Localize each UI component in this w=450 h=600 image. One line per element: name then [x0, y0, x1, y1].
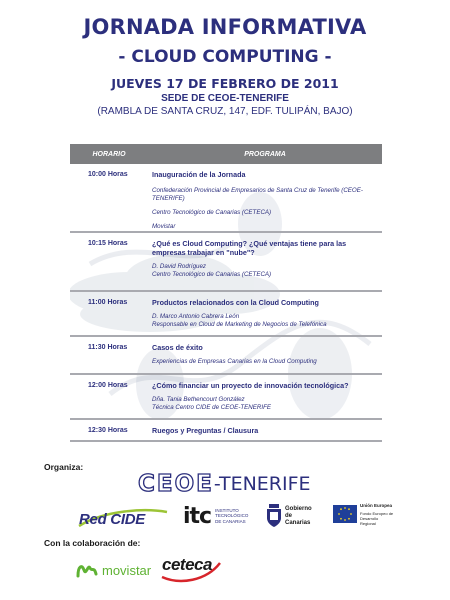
row-title: Inauguración de la Jornada	[152, 170, 246, 179]
itc-caption: INSTITUTO TECNOLÓGICO DE CANARIAS	[215, 507, 249, 524]
event-date: JUEVES 17 DE FEBRERO DE 2011	[111, 76, 339, 91]
eu-flag-icon	[333, 505, 357, 523]
row-title: Casos de éxito	[152, 343, 203, 352]
column-header-program: PROGRAMA	[244, 150, 286, 158]
row-detail: Centro Tecnológico de Canarias (CETECA)	[152, 209, 272, 216]
gobierno-shield-icon	[266, 504, 282, 528]
column-header-time: HORARIO	[92, 150, 126, 158]
row-title: Productos relacionados con la Cloud Computing	[152, 298, 319, 307]
ceoe-logo-suffix: -TENERIFE	[213, 473, 311, 495]
table-row	[70, 337, 382, 375]
row-detail: Movistar	[152, 223, 176, 230]
movistar-wordmark: movistar	[102, 562, 152, 578]
row-detail: D. David Rodríguez	[152, 263, 206, 270]
agenda-table	[70, 144, 382, 442]
table-row	[70, 420, 382, 442]
event-title: JORNADA INFORMATIVA	[83, 15, 367, 39]
row-time: 11:00 Horas	[88, 299, 128, 306]
gobierno-wordmark: Gobierno de Canarias	[285, 505, 312, 526]
row-program	[148, 426, 382, 440]
row-time: 11:30 Horas	[88, 344, 128, 351]
row-program	[148, 170, 382, 231]
agenda-header-row	[70, 144, 382, 164]
itc-wordmark: itc	[183, 503, 212, 529]
table-row	[70, 164, 382, 233]
event-address: (RAMBLA DE SANTA CRUZ, 147, EDF. TULIPÁN, BAJO)	[97, 106, 353, 117]
event-subtitle: - CLOUD COMPUTING -	[118, 47, 332, 67]
row-detail: Técnica Centro CIDE de CEOE-TENERIFE	[152, 404, 271, 411]
eu-caption: Fondo Europeo de Desarrollo Regional	[360, 511, 394, 526]
ceteca-wordmark: ceteca	[162, 555, 212, 574]
row-program	[148, 381, 382, 418]
row-detail: Dña. Tania Bethencourt González	[152, 396, 245, 403]
row-title: ¿Qué es Cloud Computing? ¿Qué ventajas tiene para las empresas trabajar en "nube"?	[152, 239, 347, 257]
colaboracion-label: Con la colaboración de:	[44, 538, 141, 548]
table-row	[70, 233, 382, 292]
table-row	[70, 375, 382, 420]
row-title: ¿Cómo financiar un proyecto de innovación tecnológica?	[152, 381, 349, 390]
row-detail: Confederación Provincial de Empresarios de Santa Cruz de Tenerife (CEOE-TENERIFE)	[152, 187, 363, 202]
row-detail: Centro Tecnológico de Canarias (CETECA)	[152, 271, 272, 278]
row-detail: Responsable en Cloud de Marketing de Negocios de Telefónica	[152, 321, 327, 328]
organiza-label: Organiza:	[44, 462, 84, 472]
row-title: Ruegos y Preguntas / Clausura	[152, 426, 259, 435]
ceoe-tenerife-logo	[138, 472, 311, 496]
event-venue: SEDE DE CEOE-TENERIFE	[161, 93, 289, 104]
row-program	[148, 298, 382, 335]
ceoe-logo-wordmark: CEOE	[138, 471, 214, 497]
movistar-logo	[76, 560, 151, 580]
redcide-wordmark: Red CIDE	[79, 511, 145, 528]
movistar-m-icon	[76, 562, 98, 578]
eu-header: Unión Europea	[360, 503, 393, 508]
eu-feder-logo	[333, 497, 393, 531]
row-detail: Experiencias de Empresas Canarias en la Cloud Computing	[152, 358, 317, 365]
gobierno-canarias-logo	[266, 503, 317, 529]
row-detail: D. Marco Antonio Cabrera León	[152, 313, 240, 320]
event-header	[0, 14, 450, 118]
itc-logo	[183, 502, 251, 530]
row-time: 12:00 Horas	[88, 382, 128, 389]
table-row	[70, 292, 382, 337]
ceteca-logo	[160, 555, 222, 583]
row-program	[148, 343, 382, 373]
redcide-logo	[75, 508, 169, 530]
row-program	[148, 239, 382, 290]
row-time: 10:00 Horas	[88, 171, 128, 178]
row-time: 12:30 Horas	[88, 427, 128, 434]
row-time: 10:15 Horas	[88, 240, 128, 247]
